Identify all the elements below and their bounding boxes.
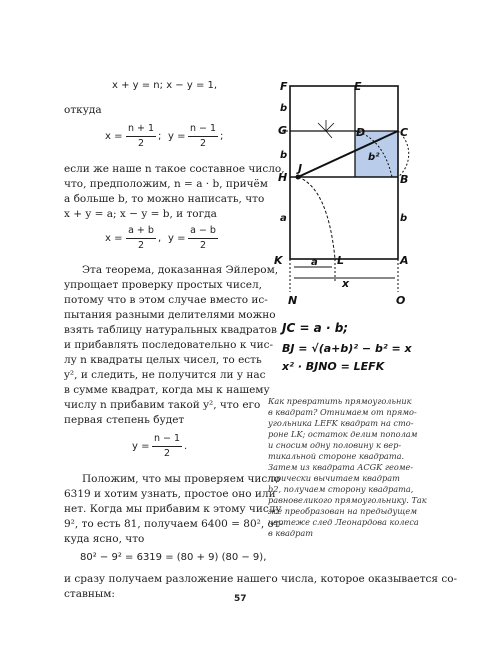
fraction-denominator: 2 [137, 138, 145, 149]
comma: , [158, 233, 162, 244]
formula-area: x² · BJNO = LEFK [282, 360, 385, 373]
label-j: J [298, 162, 303, 175]
equation-sum-difference: x + y = n; x − y = 1, [112, 80, 218, 91]
label-g: G [278, 124, 288, 137]
paragraph-line: и прибавлять последовательно к чис- [64, 339, 274, 351]
geometry-figure [268, 68, 418, 378]
paragraph-line: 9², то есть 81, получаем 6400 = 80², от- [64, 518, 284, 530]
label-c: C [400, 126, 409, 139]
label-b-right: b [400, 213, 408, 224]
label-b-squared: b² [368, 152, 380, 163]
paragraph-line: и сразу получаем разложение нашего числа, которое оказывается со- [64, 573, 458, 585]
paragraph-line: числу n прибавим такой y², что его [64, 399, 261, 411]
page-number: 57 [234, 594, 247, 604]
paragraph-line: что, предположим, n = a · b, причём [64, 178, 268, 190]
label-h: H [278, 171, 288, 184]
arc-jl [298, 177, 335, 259]
fraction-numerator: n − 1 [189, 123, 217, 134]
y-equals-label: y = [132, 441, 150, 452]
label-l: L [337, 254, 345, 267]
paragraph-line: в сумме квадрат, когда мы к нашему [64, 384, 270, 396]
label-b-left: b [280, 150, 288, 161]
label-a-left: a [280, 213, 287, 224]
fraction-bar [126, 136, 156, 137]
paragraph-line: первая степень будет [64, 414, 185, 426]
paragraph-line: нет. Когда мы прибавим к этому числу [64, 503, 282, 515]
paragraph-line: ставным: [64, 588, 115, 600]
caption-line: чертеже след Леонардова колеса [268, 517, 419, 527]
label-a: A [400, 254, 409, 267]
paragraph-line: лу n квадраты целых чисел, то есть [64, 354, 262, 366]
factorization-formula: 80² − 9² = 6319 = (80 + 9) (80 − 9), [80, 552, 267, 563]
paragraph-line: 6319 и хотим узнать, простое оно или [64, 488, 276, 500]
label-a-bottom: a [311, 257, 318, 268]
paragraph-line: если же наше n такое составное число, [64, 163, 285, 175]
paragraph-line: упрощает проверку простых чисел, [64, 279, 262, 291]
fraction-bar [126, 238, 156, 239]
label-b-top: b [280, 103, 288, 114]
paragraph-line: Эта теорема, доказанная Эйлером, [82, 264, 279, 276]
sunburst-mark [316, 120, 336, 138]
caption-line: же преобразован на предыдущем [268, 506, 418, 516]
fraction-denominator: 2 [199, 240, 207, 251]
formula-jc: JC = a · b; [282, 321, 349, 335]
paragraph-line: потому что в этом случае вместо ис- [64, 294, 268, 306]
label-o: O [396, 294, 406, 307]
label-k: K [274, 254, 283, 267]
fraction-a-plus-b [126, 225, 156, 252]
paragraph-line: x + y = a; x − y = b, и тогда [64, 208, 217, 220]
fraction-n-minus-1-final [152, 433, 182, 460]
label-b: B [400, 173, 409, 186]
fraction-a-minus-b [188, 225, 218, 252]
fraction-n-minus-1 [188, 123, 218, 150]
y-equals-label: y = [168, 233, 186, 244]
caption-line: трически вычитаем квадрат [268, 473, 400, 483]
label-d: D [356, 126, 366, 139]
x-equals-label: x = [105, 233, 123, 244]
point-j [296, 175, 301, 180]
fraction-bar [152, 446, 182, 447]
label-n: N [288, 294, 298, 307]
paragraph-line: Положим, что мы проверяем число [82, 473, 281, 485]
paragraph-line: a больше b, то можно написать, что [64, 193, 265, 205]
fraction-denominator: 2 [199, 138, 207, 149]
caption-line: и сносим одну половину к вер- [268, 440, 402, 450]
caption-line: равновеликого прямоугольнику. Так [268, 495, 427, 505]
caption-line: роне LK; остаток делим пополам [268, 429, 418, 439]
fraction-numerator: a + b [128, 225, 154, 236]
fraction-n-plus-1 [126, 123, 156, 150]
fraction-denominator: 2 [137, 240, 145, 251]
paragraph-line: пытания разными делителями можно [64, 309, 276, 321]
caption-line: в квадрат? Отнимаем от прямо- [268, 407, 417, 417]
paragraph-line: взять таблицу натуральных квадратов [64, 324, 277, 336]
word-otkuda: откуда [64, 104, 102, 116]
paragraph-line: куда ясно, что [64, 533, 145, 545]
paragraph-line: y², и следить, не получится ли у нас [64, 369, 266, 381]
fraction-bar [188, 238, 218, 239]
x-equals-label: x = [105, 131, 123, 142]
fraction-numerator: n + 1 [127, 123, 155, 134]
caption-line: b2, получаем сторону квадрата, [268, 484, 414, 494]
caption-line: тикальной стороне квадрата. [268, 451, 405, 461]
semicolon: ; [220, 131, 224, 142]
caption-line: Как превратить прямоугольник [268, 396, 412, 406]
semicolon: ; [158, 131, 162, 142]
fraction-bar [188, 136, 218, 137]
formula-bj: BJ = √(a+b)² − b² = x [282, 342, 412, 355]
caption-line: в квадрат [268, 528, 313, 538]
caption-line: Затем из квадрата ACGK геоме- [268, 462, 414, 472]
period: . [184, 441, 188, 452]
fraction-numerator: n − 1 [153, 433, 181, 444]
label-e: E [354, 80, 362, 93]
y-equals-label: y = [168, 131, 186, 142]
caption-line: угольника LEFK квадрат на сто- [268, 418, 414, 428]
fraction-denominator: 2 [163, 448, 171, 459]
fraction-numerator: a − b [190, 225, 216, 236]
label-f: F [280, 80, 288, 93]
label-x: x [342, 277, 350, 290]
